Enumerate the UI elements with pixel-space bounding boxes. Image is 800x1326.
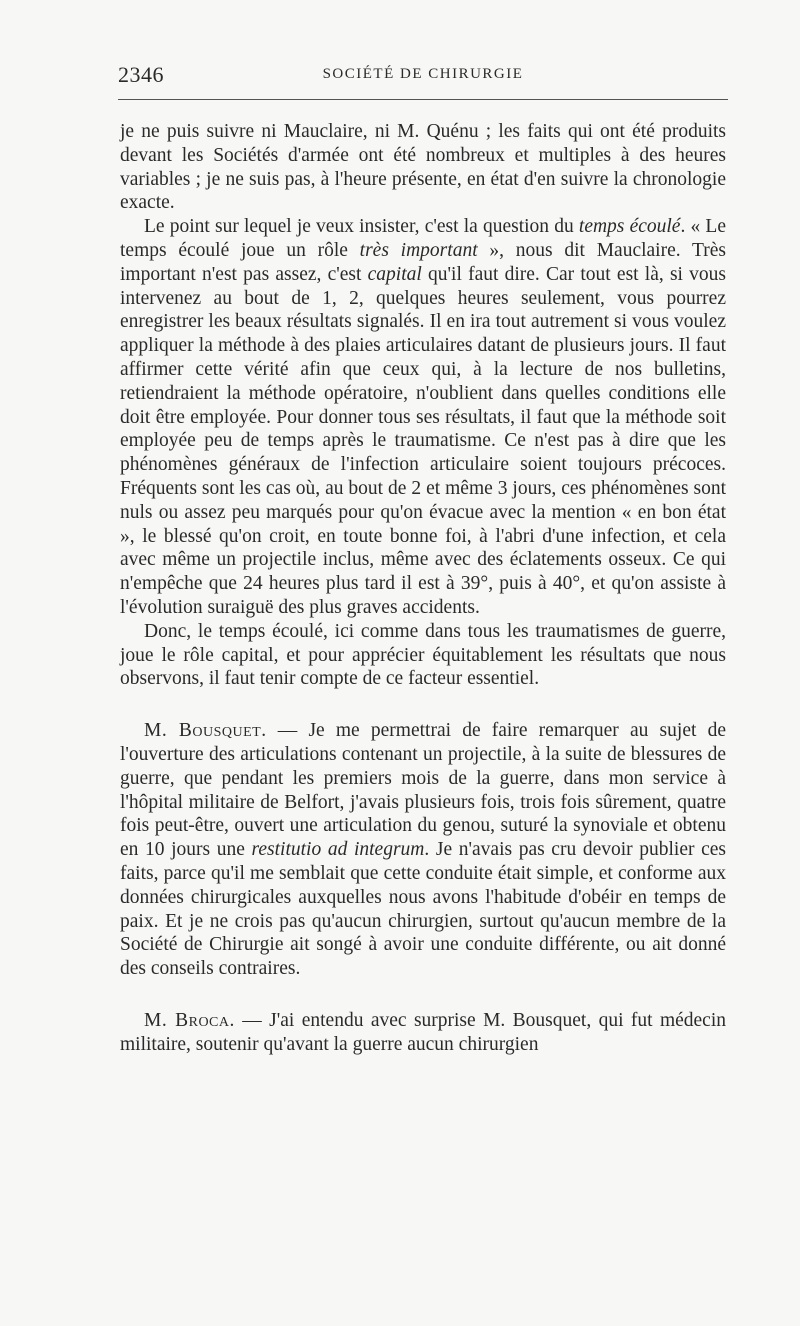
page-number: 2346 xyxy=(118,62,164,87)
paragraph-temps-ecoule: Le point sur lequel je veux insister, c'est la question du temps écoulé. « Le temps écoulé joue un rôle très important », nous dit Mauclaire. Très important n'est pas assez, c'est capital qu'il faut dire. Car tout est là, si vous intervenez au bout de 1, 2, quelques heures seulement, vous pourrez enregistrer les beaux résultats signalés. Il en ira tout autrement si vous voulez appliquer la méthode à des plaies articulaires datant de plusieurs jours. Il faut affirmer cette vérité afin que ceux qui, à la lecture de nos bulletins, retiendraient la méthode opératoire, n'oublient dans quelles conditions elle doit être employée. Pour donner tous ses résultats, il faut que la méthode soit employée peu de temps après le traumatisme. Ce n'est pas à dire que les phénomènes généraux de l'infection articulaire soient toujours précoces. Fréquents sont les cas où, au bout de 2 et même 3 jours, ces phénomènes sont nuls ou assez peu marqués pour qu'on évacue avec la mention « en bon état », le blessé qu'on croit, en toute bonne foi, à l'abri d'une infection, et cela avec même un projectile inclus, même avec des éclatements osseux. Ce qui n'empêche que 24 heures plus tard il est à 39°, puis à 40°, et qu'on assiste à l'évolution suraiguë des plus graves accidents. xyxy=(120,216,727,618)
paragraph-conclusion: Donc, le temps écoulé, ici comme dans tous les traumatismes de guerre, joue le rôle capital, et pour apprécier équitablement les résultats que nous observons, il faut tenir compte de ce facteur essentiel. xyxy=(120,620,726,690)
speaker-name: M. Bousquet. xyxy=(144,720,267,742)
paragraph-continuation: je ne puis suivre ni Mauclaire, ni M. Quénu ; les faits qui ont été produits devant les Sociétés d'armée ont été nombreux et multiples à des heures variables ; je ne suis pas, à l'heure présente, en état d'en suivre la chronologie exacte. xyxy=(120,121,726,214)
page-header xyxy=(118,60,728,90)
paragraph-bousquet: M. Bousquet. — Je me permettrai de faire remarquer au sujet de l'ouverture des articulations contenant un projectile, à la suite de blessures de guerre, que pendant les premiers mois de la guerre, dans mon service à l'hôpital militaire de Belfort, j'avais plusieurs fois, trois fois sûrement, quatre fois peut-être, ouvert une articulation du genou, suturé la synoviale et obtenu en 10 jours une restitutio ad integrum. Je n'avais pas cru devoir publier ces faits, parce qu'il me semblait que cette conduite était simple, et conforme aux données chirurgicales auxquelles nous avons l'habitude d'obéir en temps de paix. Et je ne crois pas qu'aucun chirurgien, surtout qu'aucun membre de la Société de Chirurgie ait songé à avoir une conduite différente, ou ait donné des conseils contraires. xyxy=(120,720,727,980)
body-text xyxy=(120,120,726,1056)
speaker-name: M. Broca. xyxy=(144,1009,235,1031)
paragraph-broca: M. Broca. — J'ai entendu avec surprise M. Bousquet, qui fut médecin militaire, soutenir qu'avant la guerre aucun chirurgien xyxy=(120,1009,726,1055)
running-head: SOCIÉTÉ DE CHIRURGIE xyxy=(322,66,524,82)
header-rule xyxy=(118,99,728,100)
